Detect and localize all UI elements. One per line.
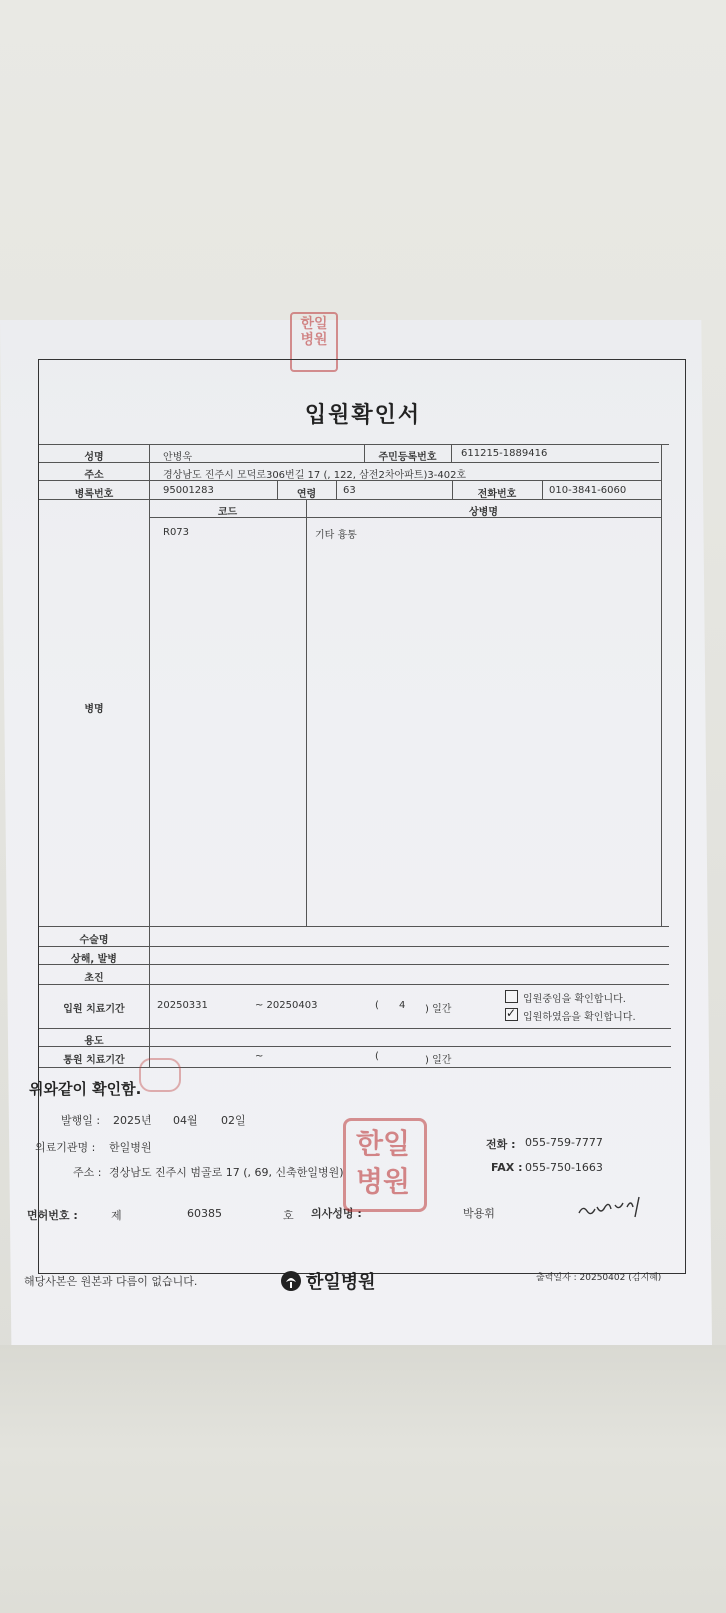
issue-month: 04월	[173, 1114, 198, 1127]
confirmation-statement: 위와같이 확인함.	[29, 1080, 142, 1098]
admission-days: 4	[399, 1000, 406, 1011]
diagnosis-code: R073	[163, 527, 190, 538]
age-label: 연령	[296, 489, 317, 500]
admission-period-label: 입원 치료기간	[63, 1004, 125, 1015]
license-number: 60385	[187, 1207, 222, 1220]
license-suffix: 호	[283, 1209, 294, 1222]
patient-age: 63	[343, 485, 356, 496]
admission-days-open: (	[375, 1000, 379, 1011]
phone-label: 전화번호	[477, 489, 517, 500]
name-label: 성명	[84, 452, 104, 463]
admission-certificate-form	[27, 359, 686, 1274]
record-label: 병록번호	[74, 489, 114, 500]
outpatient-period-label: 통원 치료기간	[63, 1055, 125, 1066]
hospital-phone: 055-759-7777	[525, 1136, 603, 1149]
surgery-label: 수술명	[79, 935, 109, 946]
outpatient-tilde: ~	[255, 1051, 264, 1062]
diagnosis-section-label: 병명	[84, 704, 104, 715]
institution-name: 한일병원	[109, 1141, 152, 1154]
check-mark-icon: ✓	[506, 1006, 517, 1020]
inpatient-option-label: 입원중임을 확인합니다.	[523, 994, 626, 1005]
patient-name: 안병욱	[163, 452, 192, 463]
admission-days-close: ) 일간	[425, 1004, 452, 1015]
discharged-checkbox[interactable]	[505, 1008, 518, 1021]
issue-day: 02일	[221, 1114, 246, 1127]
hospital-logo-text: 한일병원	[306, 1272, 376, 1293]
patient-record-no: 95001283	[163, 485, 214, 496]
doctor-signature	[575, 1193, 655, 1223]
discharged-option-label: 입원하였음을 확인합니다.	[523, 1012, 636, 1023]
hospital-address-label: 주소 :	[73, 1166, 102, 1179]
hospital-phone-label: 전화 :	[486, 1138, 516, 1151]
hospital-fax: 055-750-1663	[525, 1161, 603, 1174]
first-visit-label: 초진	[84, 973, 104, 984]
document-title: 입원확인서	[304, 403, 422, 428]
code-column-header: 코드	[217, 507, 238, 518]
copy-note: 해당사본은 원본과 다름이 없습니다.	[24, 1275, 198, 1288]
license-prefix: 제	[111, 1209, 122, 1222]
license-label: 면허번호 :	[27, 1209, 78, 1222]
rrn-label: 주민등록번호	[378, 452, 437, 463]
institution-label: 의료기관명 :	[35, 1141, 96, 1154]
hospital-address: 경상남도 진주시 범골로 17 (, 69, 신축한일병원)	[109, 1166, 344, 1179]
diagnosis-name-column-header: 상병명	[469, 507, 498, 518]
purpose-label: 용도	[84, 1036, 104, 1047]
hospital-fax-label: FAX :	[491, 1161, 523, 1174]
issue-year: 2025년	[113, 1114, 152, 1127]
doctor-name: 박용휘	[463, 1207, 495, 1220]
diagnosis-name: 기타 흉통	[315, 530, 357, 541]
inpatient-checkbox[interactable]	[505, 990, 518, 1003]
top-seal-stamp: 한일 병원	[290, 312, 338, 372]
hospital-logo-icon	[280, 1270, 302, 1292]
small-seal-stamp	[139, 1058, 181, 1092]
patient-address: 경상남도 진주시 모덕로306번길 17 (, 122, 삼전2차아파트)3-402호	[163, 470, 467, 481]
injury-label: 상해, 발병	[71, 954, 117, 965]
patient-rrn: 611215-1889416	[461, 448, 548, 459]
admission-start: 20250331	[157, 1000, 208, 1011]
doctor-label: 의사성명 :	[311, 1207, 362, 1220]
outpatient-days-open: (	[375, 1051, 379, 1062]
print-info: 출력일자 : 20250402 (김지혜)	[536, 1273, 662, 1283]
hospital-seal-stamp: 한일병원	[343, 1118, 427, 1212]
admission-end: ~ 20250403	[255, 1000, 318, 1011]
patient-phone: 010-3841-6060	[549, 485, 627, 496]
issue-date-label: 발행일 :	[61, 1114, 101, 1127]
outpatient-days-close: ) 일간	[425, 1055, 452, 1066]
address-label: 주소	[84, 470, 104, 481]
table-surface	[0, 1345, 726, 1613]
